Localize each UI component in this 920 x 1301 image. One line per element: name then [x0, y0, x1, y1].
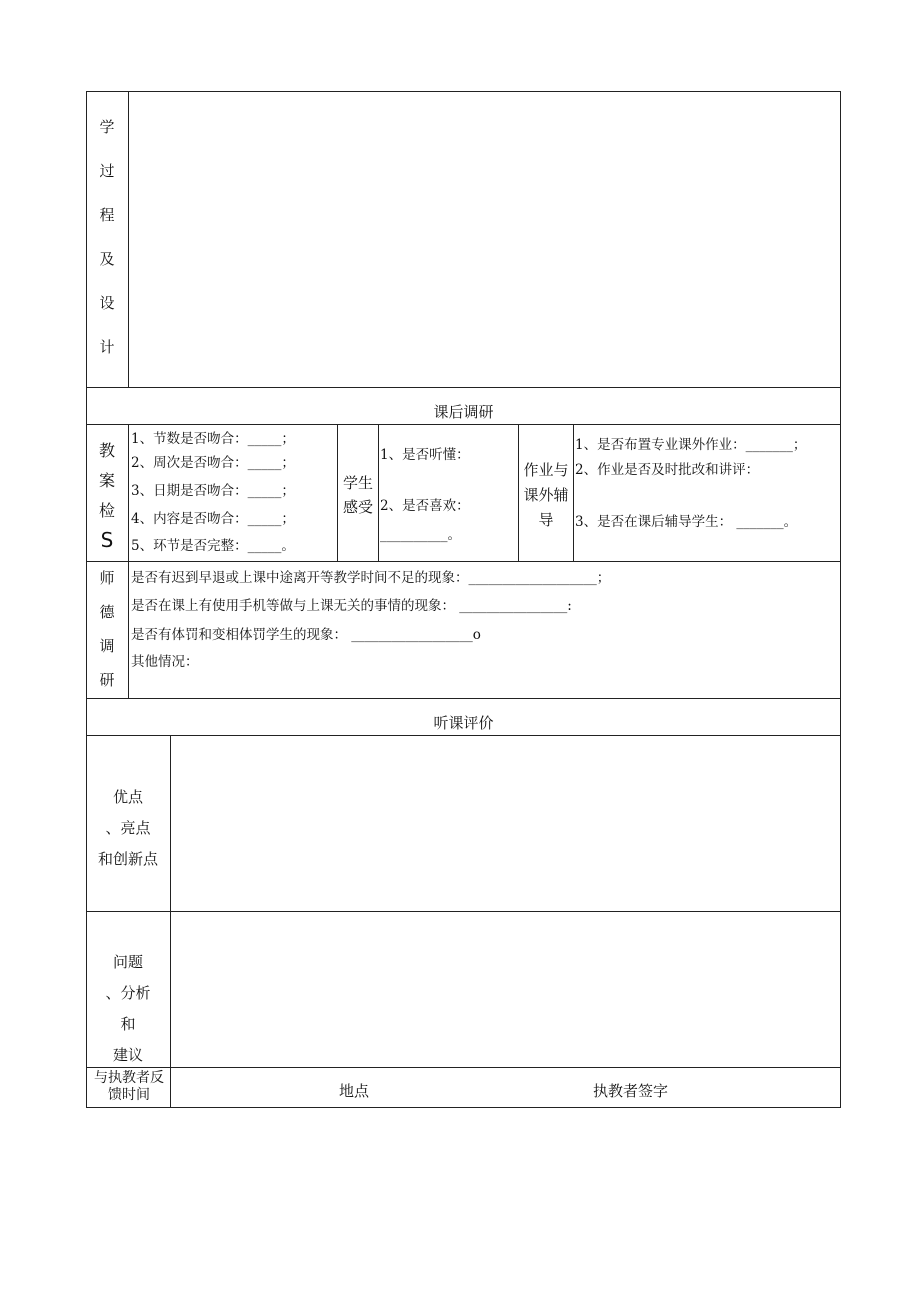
label-line: 馈时间	[108, 1087, 150, 1103]
label-line: 与执教者反	[94, 1070, 164, 1086]
col-divider	[573, 424, 574, 561]
homework-item: 3、是否在课后辅导学生： _______。	[575, 514, 798, 530]
label-line: 建议	[112, 1046, 143, 1064]
signature-label: 执教者签字	[593, 1082, 669, 1100]
student-item: 2、是否喜欢：	[380, 498, 470, 514]
post-class-title: 课后调研	[433, 403, 494, 421]
feedback-time-label	[87, 1070, 171, 1104]
lesson-plan-item: 1、节数是否吻合：_____；	[131, 431, 295, 447]
homework-item: 2、作业是否及时批改和讲评：	[575, 462, 760, 478]
label-char: 及	[99, 250, 115, 268]
label-char: 计	[99, 338, 115, 356]
row-divider	[86, 911, 841, 912]
label-char: 师	[99, 569, 115, 587]
homework-label	[519, 459, 573, 534]
lesson-plan-item: 5、环节是否完整：_____。	[131, 538, 295, 554]
label-char: 学	[99, 118, 115, 136]
label-char: 检	[98, 501, 115, 520]
location-label: 地点	[339, 1082, 370, 1100]
strengths-label	[88, 786, 168, 879]
problems-label	[88, 951, 168, 1075]
label-line: 和创新点	[97, 850, 158, 868]
row-divider	[86, 561, 841, 562]
label-char: 案	[98, 471, 115, 490]
label-line: 和	[120, 1015, 136, 1033]
label-line: 、分析	[105, 984, 151, 1002]
row-divider	[86, 735, 841, 736]
label-char: 过	[99, 162, 115, 180]
homework-item: 1、是否布置专业课外作业：_______；	[575, 437, 807, 453]
col-divider	[128, 424, 129, 698]
problems-field[interactable]	[172, 913, 839, 1066]
student-item: __________。	[380, 527, 461, 543]
label-char: 德	[99, 603, 115, 621]
ethics-label	[88, 567, 126, 699]
lesson-plan-label	[88, 438, 126, 558]
label-line: 问题	[112, 953, 143, 971]
label-char: 教	[98, 441, 115, 460]
label-char: 调	[99, 637, 115, 655]
row-divider	[86, 698, 841, 699]
process-design-label	[88, 116, 126, 380]
lesson-plan-item: 3、日期是否吻合：_____；	[131, 483, 295, 499]
row-divider	[86, 424, 841, 425]
col-divider	[128, 91, 129, 387]
ethics-item: 是否在课上有使用手机等做与上课无关的事情的现象： ________________:	[131, 598, 572, 614]
col-divider	[337, 424, 338, 561]
label-char: 研	[99, 671, 115, 689]
lesson-plan-item: 4、内容是否吻合：_____；	[131, 511, 295, 527]
label-line: 学生	[342, 474, 373, 492]
col-divider	[378, 424, 379, 561]
label-line: 、亮点	[105, 819, 151, 837]
ethics-item: 其他情况：	[131, 654, 199, 670]
student-feelings-label	[339, 472, 377, 520]
evaluation-title: 听课评价	[433, 714, 494, 732]
label-char: 程	[99, 206, 115, 224]
label-char: S	[100, 528, 114, 552]
strengths-field[interactable]	[172, 737, 839, 910]
student-item: 1、是否听懂：	[380, 447, 470, 463]
label-line: 课外辅	[523, 486, 569, 504]
label-line: 导	[538, 511, 554, 529]
col-divider	[170, 735, 171, 1107]
ethics-item: 是否有体罚和变相体罚学生的现象： __________________o	[131, 627, 481, 643]
label-line: 作业与	[523, 461, 569, 479]
process-design-field[interactable]	[130, 93, 839, 386]
label-line: 感受	[342, 498, 373, 516]
row-divider	[86, 1067, 841, 1068]
row-divider	[86, 387, 841, 388]
label-line: 优点	[112, 788, 143, 806]
label-char: 设	[99, 294, 115, 312]
lesson-plan-item: 2、周次是否吻合：_____；	[131, 455, 295, 471]
ethics-item: 是否有迟到早退或上课中途离开等教学时间不足的现象：___________________；	[131, 570, 611, 586]
